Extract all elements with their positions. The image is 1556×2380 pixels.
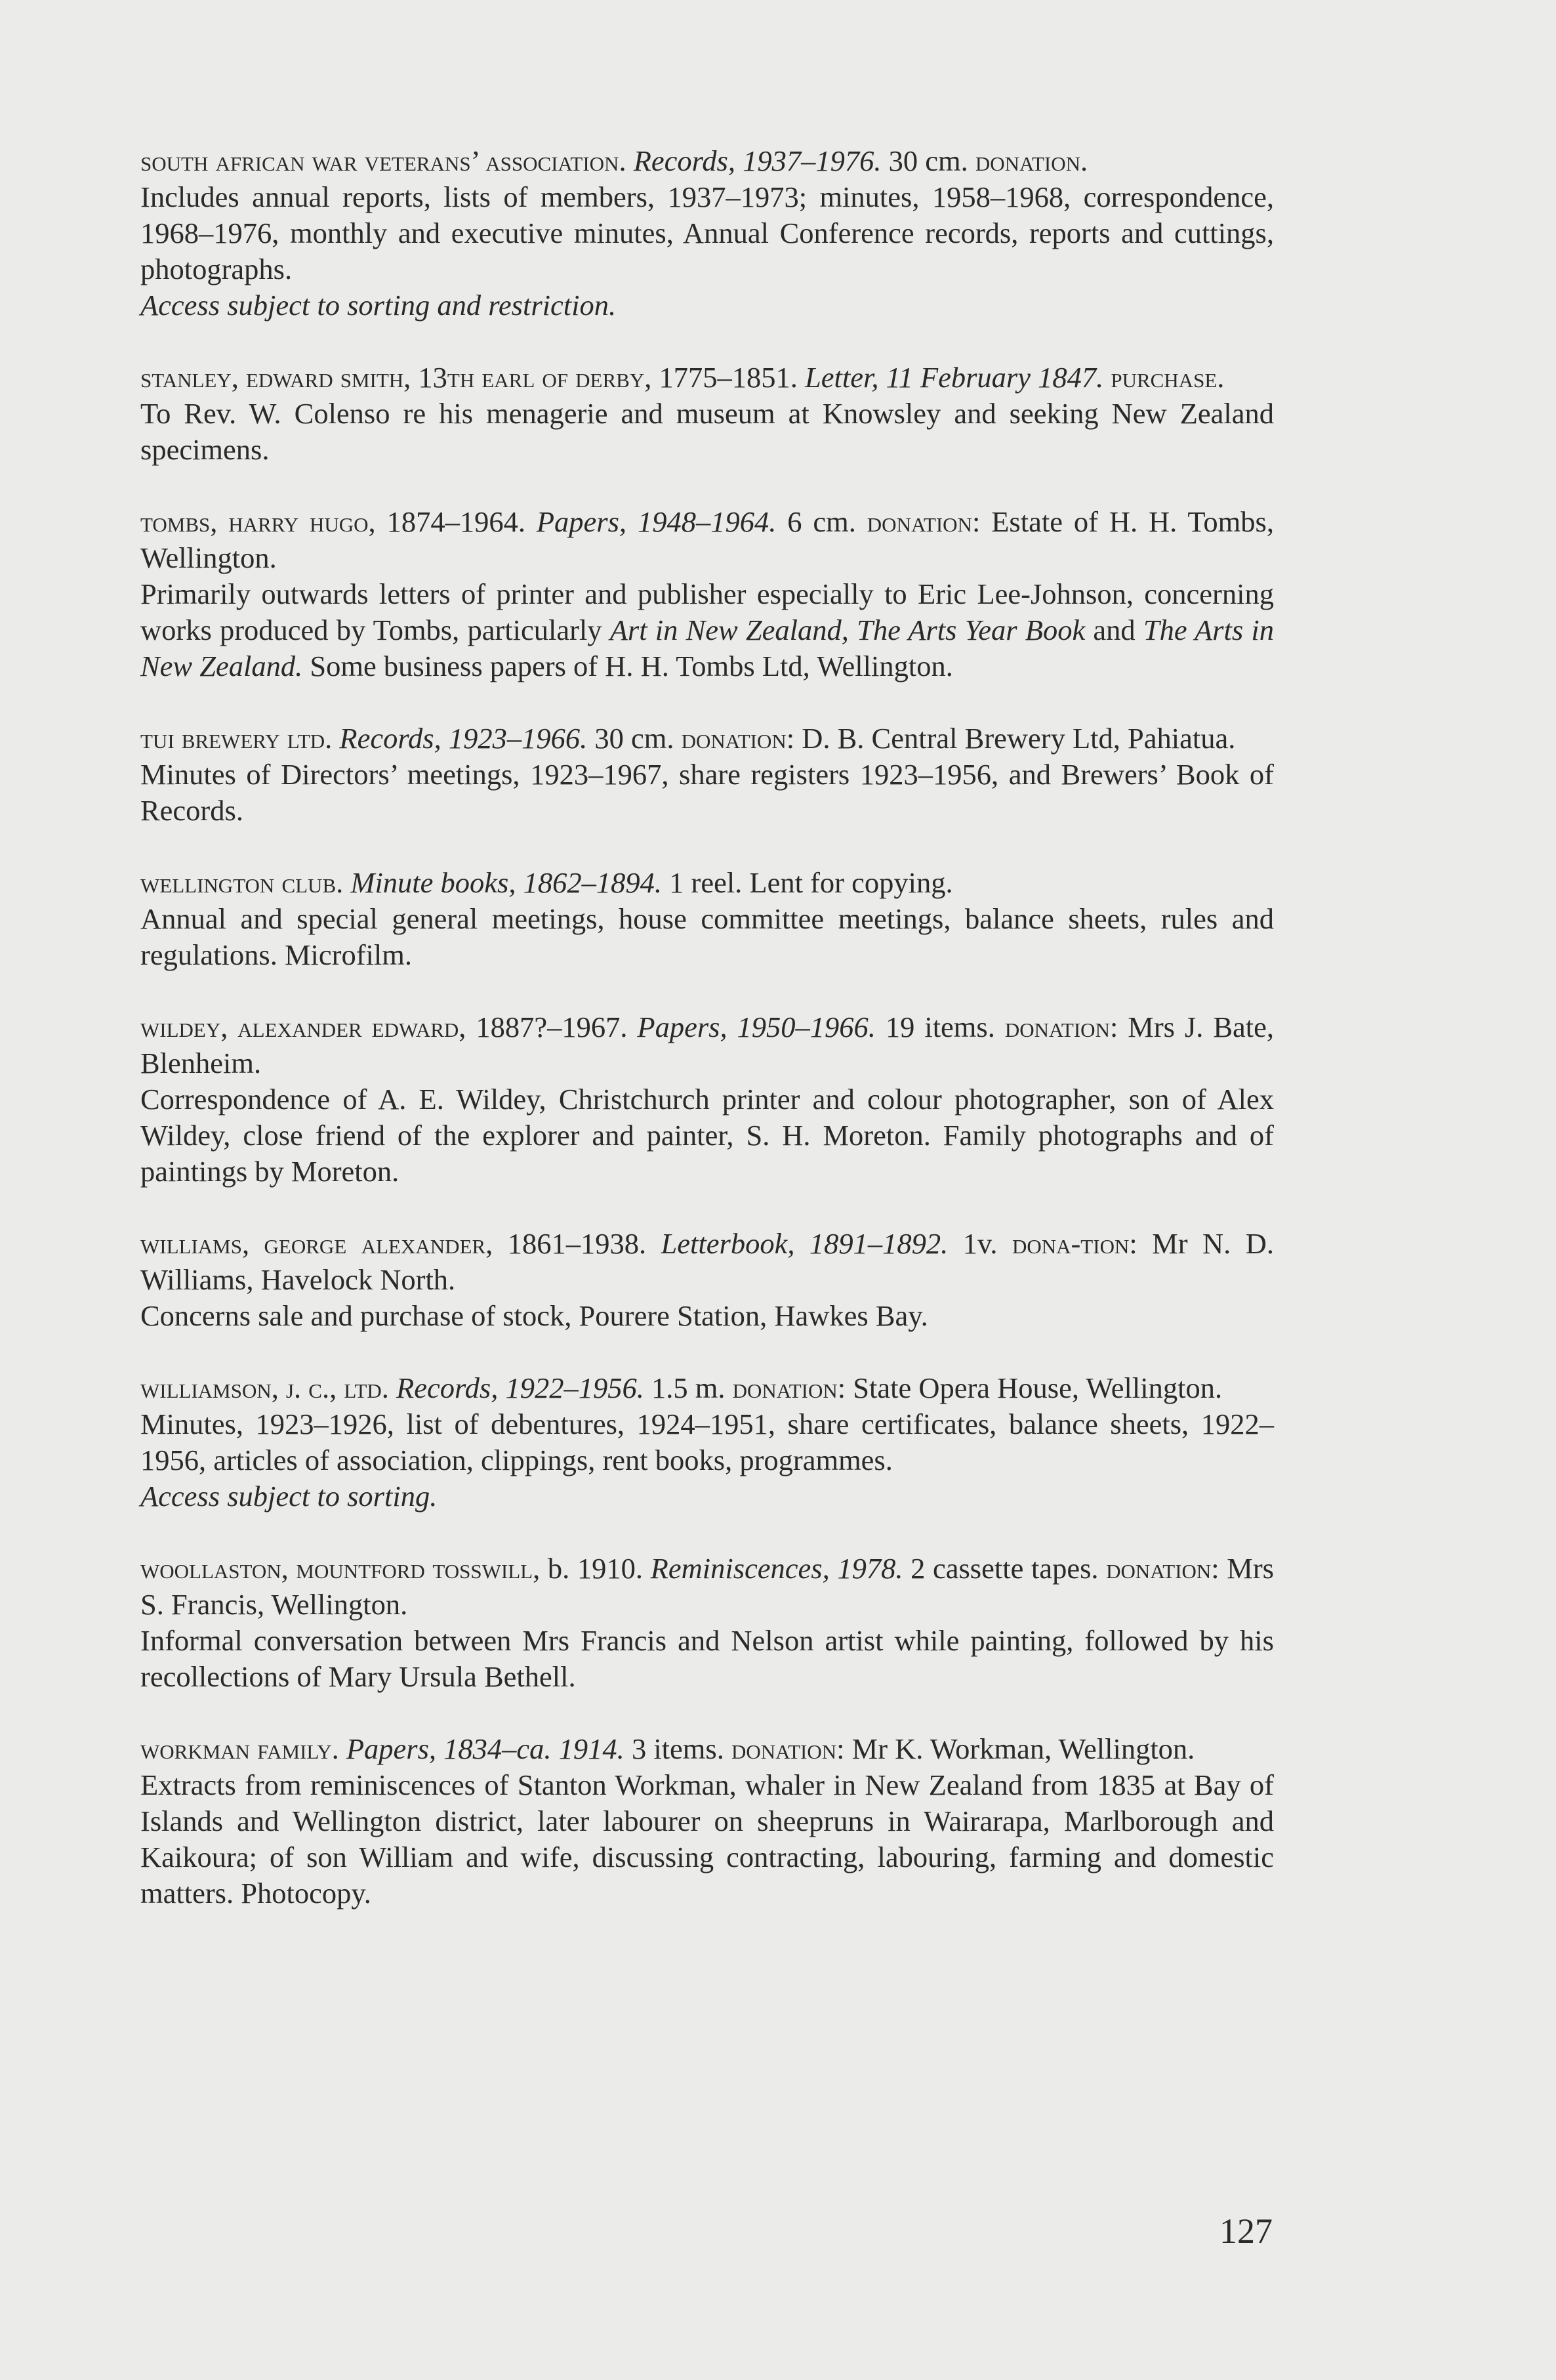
entry-heading: williams, george alexander, 1861–1938. Letterbook, 1891–1892. 1v. dona-tion: Mr N. D. Williams, Havelock North. bbox=[140, 1227, 1274, 1296]
catalogue-entry bbox=[140, 504, 1274, 684]
entry-description: To Rev. W. Colenso re his menagerie and museum at Knowsley and seeking New Zealand specimens. bbox=[140, 397, 1274, 466]
entry-heading: tui brewery ltd. Records, 1923–1966. 30 cm. donation: D. B. Central Brewery Ltd, Pahiatua. bbox=[140, 722, 1236, 755]
entry-description: Includes annual reports, lists of members, 1937–1973; minutes, 1958–1968, correspondence, 1968–1976, monthly and executive minutes, Annual Conference records, reports and cuttings, photographs. bbox=[140, 180, 1274, 285]
catalogue-entry bbox=[140, 720, 1274, 829]
catalogue-entry bbox=[140, 1226, 1274, 1334]
catalogue-entry bbox=[140, 1731, 1274, 1911]
entry-description: Annual and special general meetings, house committee meetings, balance sheets, rules and regulations. Microfilm. bbox=[140, 902, 1274, 971]
entry-description: Concerns sale and purchase of stock, Pourere Station, Hawkes Bay. bbox=[140, 1299, 928, 1332]
entry-heading: workman family. Papers, 1834–ca. 1914. 3 items. donation: Mr K. Workman, Wellington. bbox=[140, 1732, 1195, 1765]
entry-heading: wildey, alexander edward, 1887?–1967. Papers, 1950–1966. 19 items. donation: Mrs J. Bate, Blenheim. bbox=[140, 1011, 1274, 1079]
entry-heading: woollaston, mountford tosswill, b. 1910. Reminiscences, 1978. 2 cassette tapes. donation: Mrs S. Francis, Wellington. bbox=[140, 1552, 1275, 1621]
entry-heading: wellington club. Minute books, 1862–1894. 1 reel. Lent for copying. bbox=[140, 866, 953, 899]
page-number: 127 bbox=[1219, 2211, 1273, 2251]
catalogue-entries bbox=[140, 143, 1274, 1948]
entry-heading: stanley, edward smith, 13th earl of derby, 1775–1851. Letter, 11 February 1847. purchase. bbox=[140, 361, 1225, 394]
entry-description: Correspondence of A. E. Wildey, Christchurch printer and colour photographer, son of Alex Wildey, close friend of the explorer and painter, S. H. Moreton. Family photographs and of paintings by Moreton. bbox=[140, 1083, 1274, 1188]
entry-access-note: Access subject to sorting. bbox=[140, 1480, 438, 1513]
catalogue-entry bbox=[140, 1370, 1274, 1514]
entry-heading: tombs, harry hugo, 1874–1964. Papers, 1948–1964. 6 cm. donation: Estate of H. H. Tombs, Wellington. bbox=[140, 505, 1274, 574]
entry-description: Minutes of Directors’ meetings, 1923–1967, share registers 1923–1956, and Brewers’ Book of Records. bbox=[140, 758, 1274, 827]
catalogue-entry bbox=[140, 360, 1274, 468]
entry-heading: williamson, j. c., ltd. Records, 1922–1956. 1.5 m. donation: State Opera House, Wellington. bbox=[140, 1371, 1223, 1404]
entry-description: Informal conversation between Mrs Francis and Nelson artist while painting, followed by his recollections of Mary Ursula Bethell. bbox=[140, 1624, 1274, 1693]
entry-description: Minutes, 1923–1926, list of debentures, 1924–1951, share certificates, balance sheets, 1922–1956, articles of association, clippings, rent books, programmes. bbox=[140, 1408, 1274, 1476]
catalogue-entry bbox=[140, 1551, 1274, 1695]
catalogue-entry bbox=[140, 865, 1274, 973]
entry-description: Primarily outwards letters of printer and publisher especially to Eric Lee-Johnson, concerning works produced by Tombs, particularly Art in New Zealand, The Arts Year Book and The Arts in New Zealand. Some business papers of H. H. Tombs Ltd, Wellington. bbox=[140, 577, 1274, 682]
catalogue-entry bbox=[140, 143, 1274, 324]
entry-heading: south african war veterans’ association. Records, 1937–1976. 30 cm. donation. bbox=[140, 144, 1088, 177]
entry-description: Extracts from reminiscences of Stanton Workman, whaler in New Zealand from 1835 at Bay of Islands and Wellington district, later labourer on sheepruns in Wairarapa, Marlborough and Kaikoura; of son William and wife, discussing contracting, labouring, farming and domestic matters. Photocopy. bbox=[140, 1768, 1274, 1910]
entry-access-note: Access subject to sorting and restriction. bbox=[140, 289, 617, 322]
catalogue-entry bbox=[140, 1009, 1274, 1190]
